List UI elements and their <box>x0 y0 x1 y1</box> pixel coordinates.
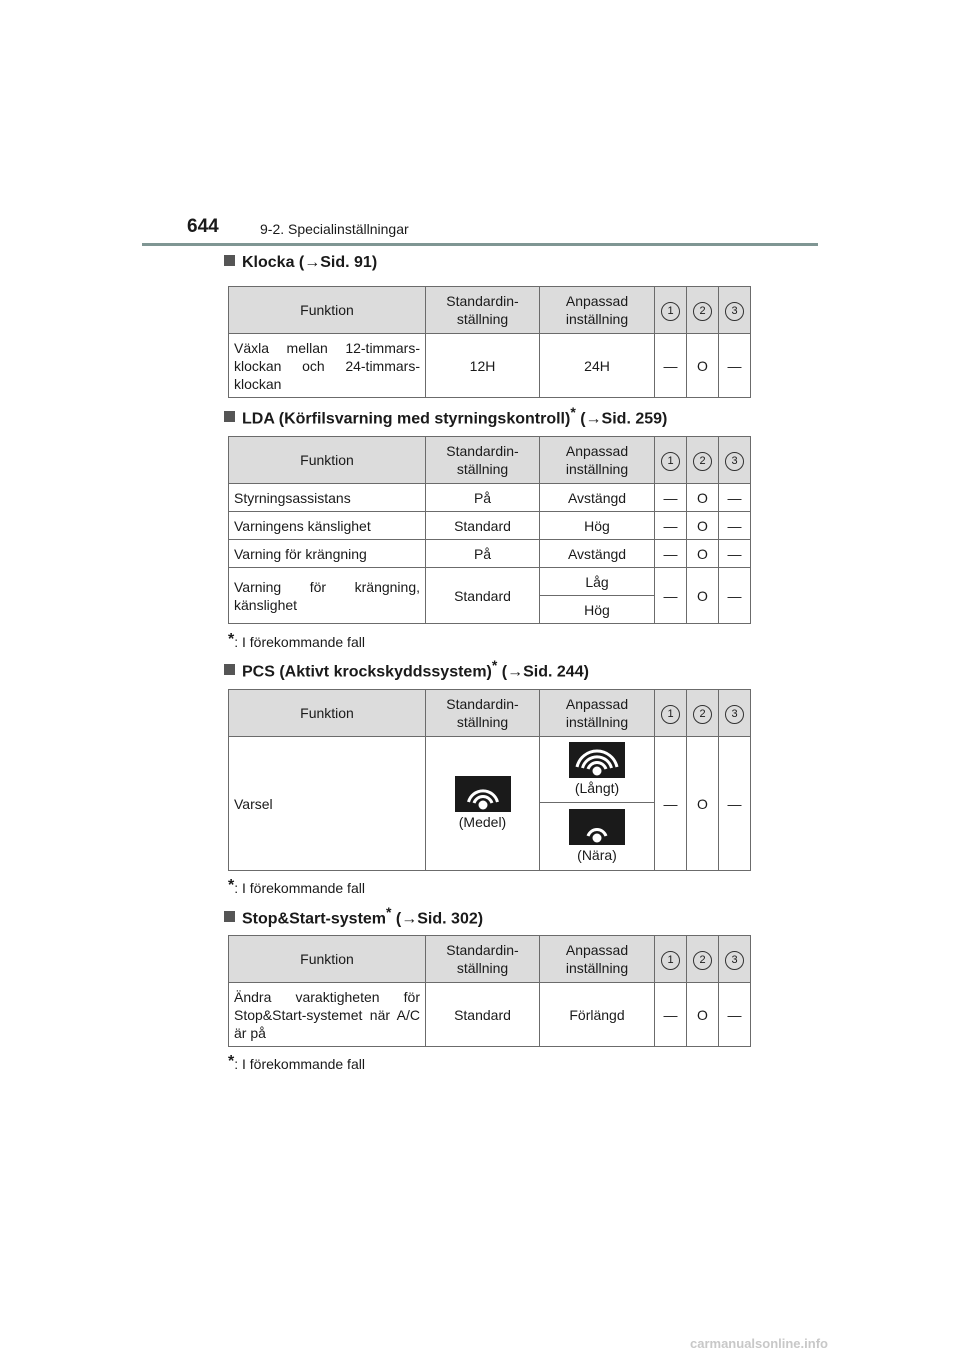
footnote-lda: *: I förekommande fall <box>228 631 365 650</box>
col-header-funktion: Funktion <box>229 437 426 484</box>
col-header-standard: Standardin-ställning <box>426 437 540 484</box>
cell-mark-1: — <box>655 512 687 540</box>
cell-standard: Standard <box>426 983 540 1047</box>
circled-number-icon: 2 <box>693 951 712 970</box>
circled-number-icon: 3 <box>725 705 744 724</box>
cell-mark-2: O <box>687 568 719 624</box>
heading-klocka: Klocka (→Sid. 91) <box>224 254 377 272</box>
circled-number-icon: 1 <box>661 951 680 970</box>
cell-mark-1: — <box>655 568 687 624</box>
col-header-anpassad: Anpassad inställning <box>540 287 655 334</box>
header-divider <box>142 243 818 246</box>
icon-caption: (Nära) <box>577 847 617 863</box>
cell-mark-2: O <box>687 484 719 512</box>
icon-caption: (Medel) <box>458 814 507 830</box>
cell-mark-2: O <box>687 983 719 1047</box>
footnote-stop-start: *: I förekommande fall <box>228 1053 365 1072</box>
table-header-row <box>229 690 751 737</box>
cell-mark-1: — <box>655 737 687 871</box>
circled-number-icon: 3 <box>725 951 744 970</box>
heading-pcs: PCS (Aktivt krockskyddssystem)* (→Sid. 244) <box>224 657 589 681</box>
cell-standard: På <box>426 540 540 568</box>
icon-caption: (Långt) <box>574 780 620 796</box>
cell-mark-1: — <box>655 334 687 398</box>
cell-mark-1: — <box>655 484 687 512</box>
cell-mark-3: — <box>719 512 751 540</box>
cell-anpassad: 24H <box>540 334 655 398</box>
circled-number-icon: 2 <box>693 705 712 724</box>
cell-standard: Standard <box>426 568 540 624</box>
col-header-1 <box>655 936 687 983</box>
col-header-2 <box>687 437 719 484</box>
table-pcs <box>228 689 751 871</box>
warning-distance-near-icon <box>569 809 625 845</box>
table-klocka <box>228 286 751 398</box>
cell-anpassad: Hög <box>540 596 655 624</box>
col-header-3 <box>719 287 751 334</box>
table-row <box>229 484 751 512</box>
col-header-3 <box>719 690 751 737</box>
footnote-pcs: *: I förekommande fall <box>228 877 365 896</box>
cell-anpassad: Låg <box>540 568 655 596</box>
square-bullet-icon <box>224 664 235 675</box>
cell-anpassad <box>540 737 655 803</box>
section-title: 9-2. Specialinställningar <box>260 221 409 237</box>
cell-anpassad: Förlängd <box>540 983 655 1047</box>
col-header-anpassad: Anpassad inställning <box>540 936 655 983</box>
circled-number-icon: 3 <box>725 302 744 321</box>
cell-mark-1: — <box>655 540 687 568</box>
cell-funktion: Varning för krängning, känslighet <box>229 568 426 624</box>
table-stop-start <box>228 935 751 1047</box>
warning-distance-far-icon <box>569 742 625 778</box>
square-bullet-icon <box>224 911 235 922</box>
cell-anpassad <box>540 803 655 871</box>
table-header-row <box>229 287 751 334</box>
col-header-standard: Standardin-ställning <box>426 287 540 334</box>
cell-mark-3: — <box>719 983 751 1047</box>
circled-number-icon: 2 <box>693 452 712 471</box>
circled-number-icon: 3 <box>725 452 744 471</box>
warning-distance-medium-icon <box>455 776 511 812</box>
cell-standard: På <box>426 484 540 512</box>
page-number: 644 <box>187 216 219 237</box>
cell-mark-2: O <box>687 334 719 398</box>
watermark: carmanualsonline.info <box>690 1336 828 1351</box>
cell-funktion: Styrningsassistans <box>229 484 426 512</box>
cell-mark-2: O <box>687 540 719 568</box>
cell-standard <box>426 737 540 871</box>
cell-standard: Standard <box>426 512 540 540</box>
cell-mark-3: — <box>719 484 751 512</box>
cell-anpassad: Hög <box>540 512 655 540</box>
cell-funktion: Varningens känslighet <box>229 512 426 540</box>
table-header-row <box>229 437 751 484</box>
col-header-2 <box>687 690 719 737</box>
heading-stop-start: Stop&Start-system* (→Sid. 302) <box>224 904 483 928</box>
col-header-2 <box>687 287 719 334</box>
cell-funktion: Varsel <box>229 737 426 871</box>
cell-mark-3: — <box>719 737 751 871</box>
circled-number-icon: 1 <box>661 452 680 471</box>
heading-lda: LDA (Körfilsvarning med styrningskontroll)* (→Sid. 259) <box>224 404 667 428</box>
table-row <box>229 737 751 803</box>
col-header-1 <box>655 690 687 737</box>
circled-number-icon: 1 <box>661 302 680 321</box>
square-bullet-icon <box>224 255 235 266</box>
cell-mark-2: O <box>687 512 719 540</box>
circled-number-icon: 1 <box>661 705 680 724</box>
col-header-3 <box>719 437 751 484</box>
table-row <box>229 334 751 398</box>
col-header-funktion: Funktion <box>229 936 426 983</box>
table-header-row <box>229 936 751 983</box>
table-row <box>229 540 751 568</box>
col-header-standard: Standardin-ställning <box>426 936 540 983</box>
col-header-1 <box>655 287 687 334</box>
cell-mark-3: — <box>719 540 751 568</box>
cell-mark-3: — <box>719 568 751 624</box>
col-header-funktion: Funktion <box>229 287 426 334</box>
cell-mark-1: — <box>655 983 687 1047</box>
cell-funktion: Växla mellan 12-timmars-klockan och 24-timmars-klockan <box>229 334 426 398</box>
cell-mark-3: — <box>719 334 751 398</box>
col-header-2 <box>687 936 719 983</box>
col-header-1 <box>655 437 687 484</box>
cell-funktion: Ändra varaktigheten för Stop&Start-systemet när A/C är på <box>229 983 426 1047</box>
cell-mark-2: O <box>687 737 719 871</box>
table-row <box>229 983 751 1047</box>
cell-anpassad: Avstängd <box>540 484 655 512</box>
col-header-3 <box>719 936 751 983</box>
table-row <box>229 512 751 540</box>
square-bullet-icon <box>224 411 235 422</box>
cell-anpassad: Avstängd <box>540 540 655 568</box>
col-header-anpassad: Anpassad inställning <box>540 437 655 484</box>
cell-funktion: Varning för krängning <box>229 540 426 568</box>
circled-number-icon: 2 <box>693 302 712 321</box>
cell-standard: 12H <box>426 334 540 398</box>
col-header-funktion: Funktion <box>229 690 426 737</box>
col-header-anpassad: Anpassad inställning <box>540 690 655 737</box>
col-header-standard: Standardin-ställning <box>426 690 540 737</box>
table-row <box>229 568 751 596</box>
table-lda <box>228 436 751 624</box>
